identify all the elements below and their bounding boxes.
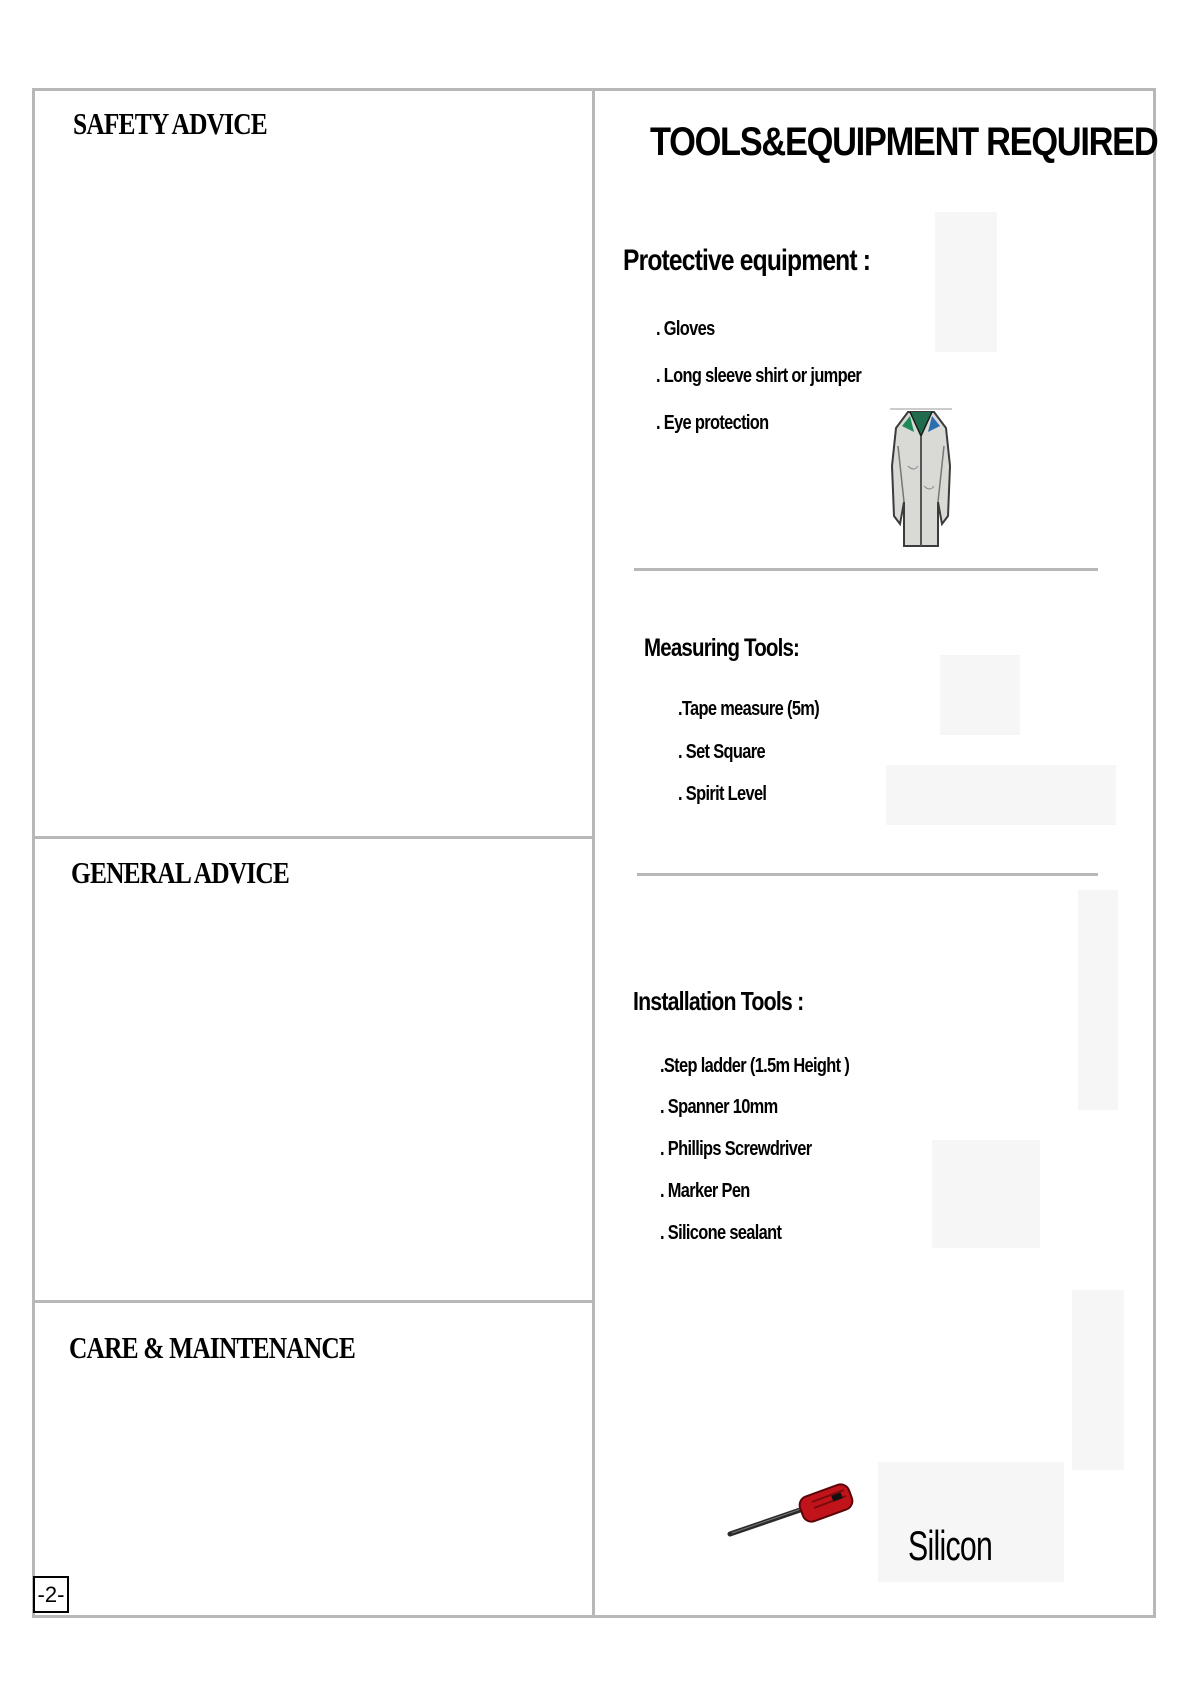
installation-item-silicone: . Silicone sealant [660, 1222, 782, 1244]
separator-2 [637, 873, 1098, 876]
tools-equipment-title: TOOLS&EQUIPMENT REQUIRED [650, 120, 1158, 164]
measuring-item-tape: .Tape measure (5m) [678, 698, 820, 720]
installation-item-screwdriver: . Phillips Screwdriver [660, 1138, 812, 1160]
silicon-label: Silicon [908, 1522, 993, 1569]
installation-item-marker: . Marker Pen [660, 1180, 750, 1202]
column-divider [592, 88, 595, 1618]
separator-1 [634, 568, 1098, 571]
screwdriver-image [726, 1476, 858, 1540]
protective-item-gloves: . Gloves [656, 318, 715, 340]
page-number: -2- [33, 1576, 69, 1613]
faint-image-region-6 [1072, 1290, 1124, 1470]
measuring-item-spirit-level: . Spirit Level [678, 783, 767, 805]
safety-advice-heading: SAFETY ADVICE [73, 106, 267, 141]
faint-image-region-2 [940, 655, 1020, 735]
faint-image-region-3 [886, 765, 1116, 825]
general-advice-heading: GENERAL ADVICE [71, 855, 290, 890]
measuring-tools-heading: Measuring Tools: [644, 634, 800, 662]
installation-tools-heading: Installation Tools : [633, 986, 804, 1016]
faint-image-region-4 [1078, 890, 1118, 1110]
protective-item-shirt: . Long sleeve shirt or jumper [656, 365, 862, 387]
installation-item-spanner: . Spanner 10mm [660, 1096, 778, 1118]
left-divider-2 [32, 1300, 595, 1303]
faint-image-region-1 [935, 212, 997, 352]
protective-equipment-heading: Protective equipment : [623, 244, 871, 277]
measuring-item-set-square: . Set Square [678, 741, 765, 763]
protective-item-eye: . Eye protection [656, 412, 769, 434]
installation-item-ladder: .Step ladder (1.5m Height ) [660, 1055, 850, 1077]
left-divider-1 [32, 836, 595, 839]
faint-image-region-5 [932, 1140, 1040, 1248]
care-maintenance-heading: CARE & MAINTENANCE [69, 1330, 356, 1365]
jacket-image [888, 406, 954, 548]
